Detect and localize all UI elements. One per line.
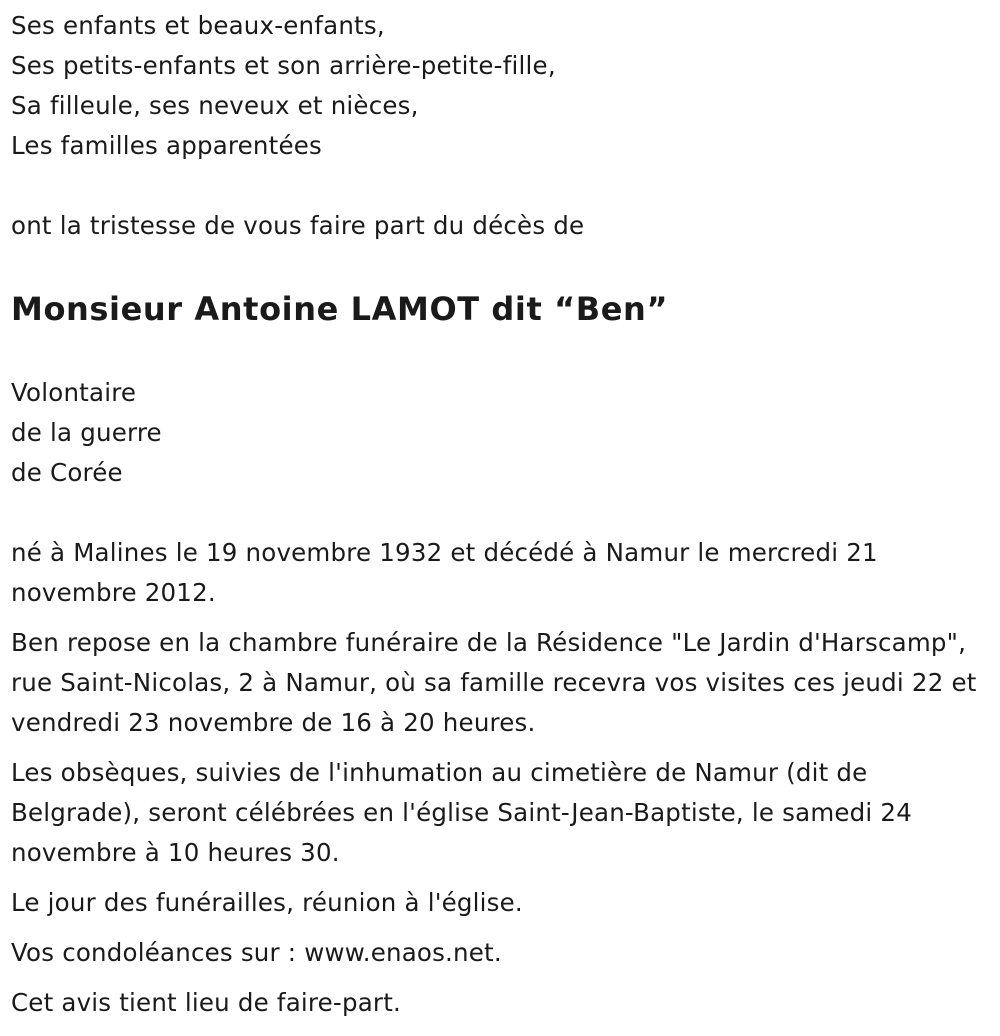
meeting-paragraph: Le jour des funérailles, réunion à l'église. — [11, 888, 523, 917]
obituary-notice — [11, 0, 986, 1023]
title-line-3: de Corée — [11, 458, 123, 487]
birth-death-paragraph: né à Malines le 19 novembre 1932 et décédé à Namur le mercredi 21 novembre 2012. — [11, 538, 878, 607]
funeral-paragraph: Les obsèques, suivies de l'inhumation au cimetière de Namur (dit de Belgrade), seront célébrées en l'église Saint-Jean-Baptiste, le samedi 24 novembre à 10 heures 30. — [11, 758, 913, 867]
deceased-name: Monsieur Antoine LAMOT dit “Ben” — [11, 290, 669, 328]
family-list — [11, 6, 986, 166]
family-line-grandchildren: Ses petits-enfants et son arrière-petite-fille, — [11, 51, 556, 80]
family-line-children: Ses enfants et beaux-enfants, — [11, 11, 385, 40]
visitation-paragraph: Ben repose en la chambre funéraire de la Résidence "Le Jardin d'Harscamp", rue Saint-Nicolas, 2 à Namur, où sa famille recevra vos visites ces jeudi 22 et vendredi 23 novembre de 16 à 20 heures. — [11, 628, 977, 737]
family-line-goddaughter: Sa filleule, ses neveux et nièces, — [11, 91, 419, 120]
title-line-1: Volontaire — [11, 378, 137, 407]
condolences-paragraph: Vos condoléances sur : www.enaos.net. — [11, 938, 502, 967]
title-line-2: de la guerre — [11, 418, 162, 447]
notice-paragraph: Cet avis tient lieu de faire-part. — [11, 988, 401, 1017]
titles-block — [11, 373, 986, 493]
announcement-text: ont la tristesse de vous faire part du décès de — [11, 211, 585, 240]
family-line-relatives: Les familles apparentées — [11, 131, 322, 160]
